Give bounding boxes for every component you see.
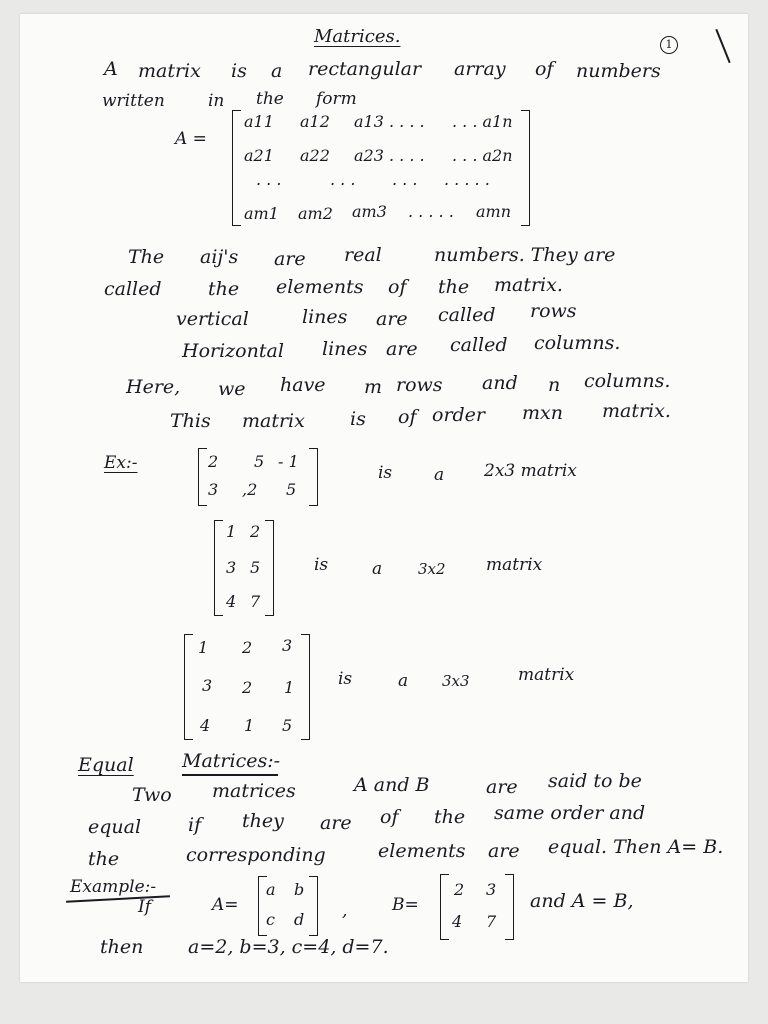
text-word: are	[320, 812, 352, 834]
matrix-cell: 2	[242, 638, 253, 657]
text-word: A and B	[354, 774, 430, 796]
text-word: If	[138, 897, 152, 917]
text-word: real	[344, 244, 382, 266]
matrix-cell: . . . . .	[444, 170, 490, 189]
text-word: is	[338, 669, 353, 689]
matrix-cell: 5	[286, 480, 297, 499]
matrix-b-values	[440, 874, 514, 940]
text-word: n	[548, 374, 561, 396]
text-word: a	[372, 559, 383, 579]
matrix-cell: 2	[208, 452, 219, 471]
text-word: elements	[276, 276, 364, 298]
matrix-cell: 1	[226, 522, 237, 541]
example-matrix-3x2	[214, 520, 274, 616]
text-word: have	[280, 374, 326, 396]
matrix-cell: a23 . . . .	[354, 146, 425, 165]
intro-word: in	[208, 91, 225, 111]
text-word: the	[208, 278, 240, 300]
intro-word: a	[271, 60, 283, 82]
matrix-cell: . . . a1n	[452, 112, 513, 131]
text-word: the	[434, 806, 466, 828]
text-word: are	[376, 308, 408, 330]
matrix-cell: 3	[226, 558, 237, 577]
matrix-cell: 3	[282, 636, 293, 655]
equal-heading-word: Equal	[78, 754, 134, 776]
matrix-cell: d	[294, 910, 305, 929]
text-word: are	[488, 840, 520, 862]
matrix-cell: . . .	[392, 170, 418, 189]
matrix-cell: a12	[300, 112, 330, 131]
example-matrix-2x3	[198, 448, 318, 506]
text-word: The	[128, 246, 165, 268]
matrix-cell: 4	[452, 912, 463, 931]
text-word: a	[398, 671, 409, 691]
text-word: said to be	[548, 770, 642, 792]
intro-word: rectangular	[308, 58, 422, 80]
intro-word: form	[316, 89, 357, 109]
matrix-cell: a13 . . . .	[354, 112, 425, 131]
matrix-cell: am3	[352, 202, 387, 221]
text-word: same order and	[494, 802, 646, 824]
matrix-cell: ,2	[242, 480, 258, 499]
text-word: equal. Then A= B.	[548, 836, 724, 858]
matrix-cell: 3	[202, 676, 213, 695]
text-word: called	[104, 278, 162, 300]
text-word: m	[364, 376, 383, 398]
matrix-cell: 2	[250, 522, 261, 541]
page-title: Matrices.	[314, 26, 401, 47]
text-word: columns.	[534, 332, 621, 354]
text-word: ,	[342, 901, 348, 921]
text-word: is	[378, 463, 393, 483]
text-word: and	[482, 372, 518, 394]
intro-word: array	[454, 58, 506, 80]
intro-word: the	[256, 89, 284, 109]
equal-heading-word: Matrices:-	[182, 750, 281, 772]
margin-mark	[715, 29, 730, 63]
matrix-label: A=	[212, 895, 239, 915]
text-word: are	[274, 248, 306, 270]
text-word: Two	[132, 784, 172, 806]
text-word: matrix	[518, 665, 575, 685]
matrix-a-abcd	[258, 876, 318, 936]
intro-word: A	[104, 58, 118, 80]
text-word: they	[242, 810, 284, 832]
matrix-cell: . . .	[256, 170, 282, 189]
text-word: of	[398, 406, 417, 428]
intro-word: is	[231, 60, 247, 82]
text-word: numbers. They are	[434, 244, 616, 266]
text-word: rows	[530, 300, 577, 322]
text-word: are	[486, 776, 518, 798]
matrix-label: B=	[392, 895, 419, 915]
text-word: and A = B,	[530, 890, 634, 912]
page-number: 1	[660, 36, 678, 54]
matrix-cell: 4	[226, 592, 237, 611]
matrix-cell: 2	[242, 678, 253, 697]
intro-word: of	[535, 58, 554, 80]
matrix-cell: a	[266, 880, 276, 899]
general-matrix	[232, 110, 530, 226]
text-word: the	[88, 848, 120, 870]
text-word: matrix.	[602, 400, 671, 422]
matrix-cell: 3	[486, 880, 497, 899]
matrix-cell: amn	[476, 202, 512, 221]
text-word: Horizontal	[182, 340, 284, 362]
text-word: columns.	[584, 370, 671, 392]
example-matrix-3x3	[184, 634, 310, 740]
text-word: matrix.	[494, 274, 563, 296]
notebook-page	[20, 14, 748, 982]
matrix-cell: 3	[208, 480, 219, 499]
text-word: Here,	[126, 376, 181, 398]
text-word: matrix	[242, 410, 305, 432]
text-word: of	[388, 276, 407, 298]
text-word: equal	[88, 816, 142, 838]
text-word: elements	[378, 840, 466, 862]
examples-label: Ex:-	[104, 453, 138, 473]
example-order: 3x3	[442, 672, 470, 690]
text-word: then	[100, 936, 144, 958]
matrix-cell: a11	[244, 112, 274, 131]
matrix-cell: am1	[244, 204, 279, 223]
matrix-cell: 1	[198, 638, 209, 657]
result-values: a=2, b=3, c=4, d=7.	[188, 936, 389, 958]
matrix-cell: . . . a2n	[452, 146, 513, 165]
example-order: 3x2	[418, 560, 446, 578]
matrix-cell: 5	[282, 716, 293, 735]
text-word: the	[438, 276, 470, 298]
intro-word: written	[102, 91, 165, 111]
matrix-cell: . . . . .	[408, 202, 454, 221]
matrix-cell: 4	[200, 716, 211, 735]
matrix-cell: 1	[284, 678, 295, 697]
text-word: This	[170, 410, 211, 432]
matrix-cell: a21	[244, 146, 274, 165]
intro-word: numbers	[576, 60, 661, 82]
matrix-cell: 7	[250, 592, 261, 611]
text-word: rows	[396, 374, 443, 396]
matrix-cell: - 1	[278, 452, 299, 471]
matrix-cell: c	[266, 910, 275, 929]
matrix-cell: b	[294, 880, 305, 899]
text-word: lines	[322, 338, 368, 360]
text-word: aij's	[200, 246, 239, 268]
matrix-cell: a22	[300, 146, 330, 165]
matrix-cell: 7	[486, 912, 497, 931]
matrix-cell: 2	[454, 880, 465, 899]
matrix-cell: am2	[298, 204, 333, 223]
text-word: called	[438, 304, 496, 326]
text-word: is	[350, 408, 366, 430]
text-word: order	[432, 404, 486, 426]
intro-word: matrix	[138, 60, 201, 82]
matrix-cell: 1	[244, 716, 255, 735]
matrix-cell: 5	[250, 558, 261, 577]
example-desc: 2x3 matrix	[484, 461, 577, 481]
example-label: Example:-	[70, 877, 157, 897]
text-word: a	[434, 465, 445, 485]
matrix-cell: . . .	[330, 170, 356, 189]
heading-underline	[182, 774, 278, 776]
text-word: are	[386, 338, 418, 360]
text-word: mxn	[522, 402, 563, 424]
text-word: called	[450, 334, 508, 356]
text-word: if	[188, 814, 202, 836]
matrix-label-a: A =	[175, 129, 207, 149]
text-word: matrices	[212, 780, 296, 802]
text-word: vertical	[176, 308, 249, 330]
text-word: we	[218, 378, 246, 400]
text-word: matrix	[486, 555, 543, 575]
text-word: lines	[302, 306, 348, 328]
matrix-cell: 5	[254, 452, 265, 471]
text-word: corresponding	[186, 844, 326, 866]
text-word: is	[314, 555, 329, 575]
text-word: of	[380, 806, 399, 828]
